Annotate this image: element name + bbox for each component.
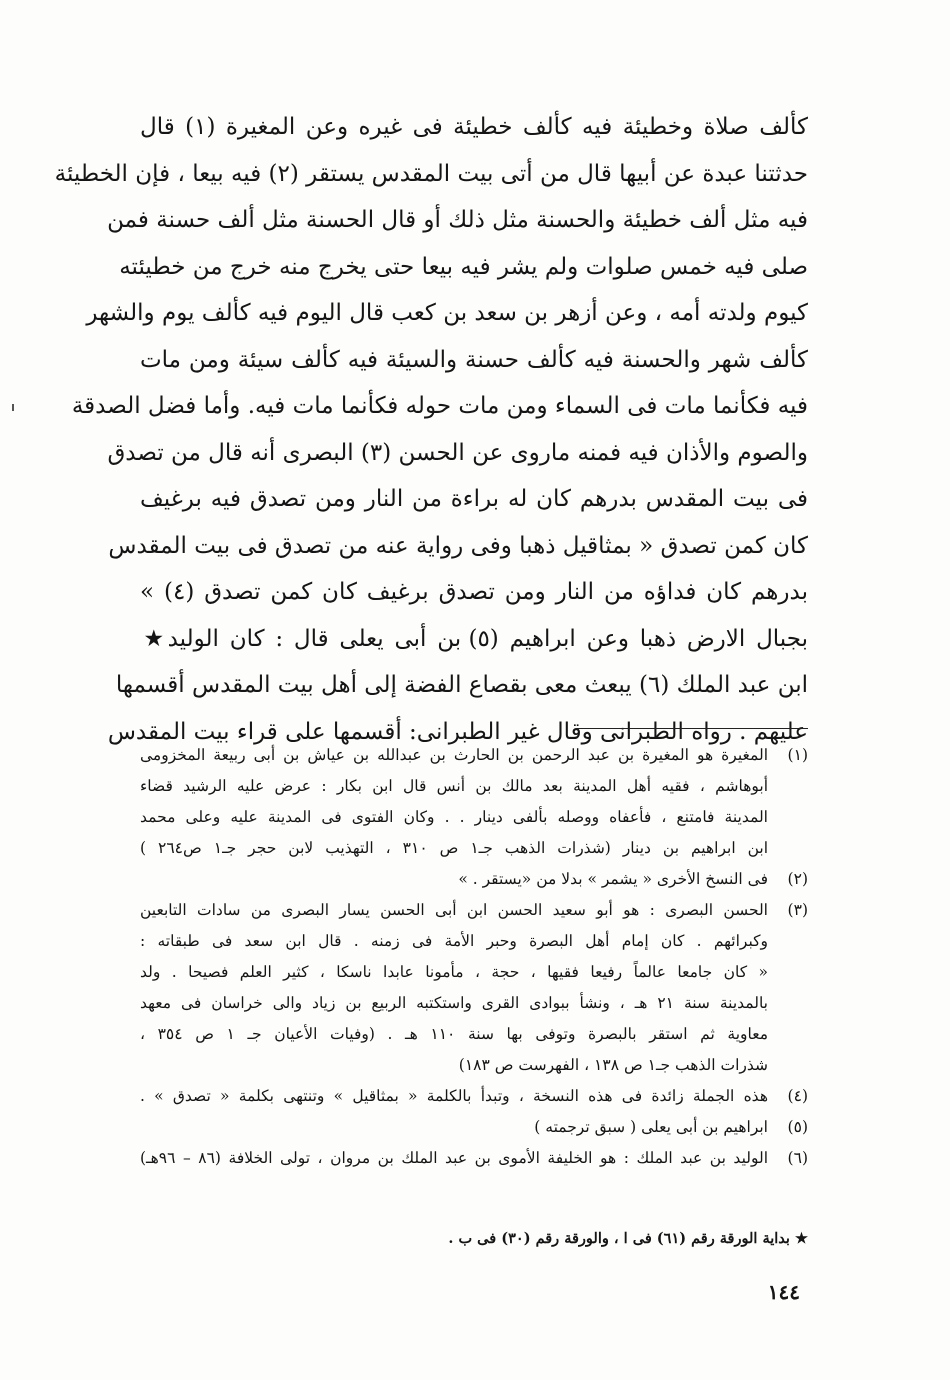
footnote-separator — [576, 728, 808, 729]
footnote-number: (٦) — [787, 1149, 808, 1167]
footnote-number: (١) — [787, 746, 808, 764]
page-number: ١٤٤ — [767, 1280, 800, 1304]
footnote-6 — [140, 1143, 808, 1174]
text-line: بدرهم كان فداؤه من النار ومن تصدق برغيف كان كمن تصدق (٤) » — [140, 579, 809, 605]
footnote-line: « كان جامعا عالماً رفيعا فقيها ، حجة ، مأمونا عابدا ناسكا ، كثير العلم فصيحا . ولد — [140, 963, 768, 981]
text-line: عليهم . رواه الطبرانى وقال غير الطبرانى: أقسمها على قراء بيت المقدس — [107, 718, 808, 745]
text-line: فيه مثل ألف خطيئة والحسنة مثل ذلك أو قال الحسنة مثل ألف حسنة فمن — [107, 207, 808, 233]
main-text-body — [54, 104, 809, 755]
footnote-number: (٤) — [787, 1087, 808, 1105]
text-line: فيه فكأنما مات فى السماء ومن مات حوله فكأنما مات فيه. وأما فضل الصدقة — [71, 393, 808, 419]
scan-edge-mark — [12, 404, 14, 411]
text-line: فى بيت المقدس بدرهم كان له براءة من النار ومن تصدق فيه برغيف — [140, 486, 808, 512]
footnote-2 — [140, 864, 808, 895]
footnote-5 — [140, 1112, 808, 1143]
footnote-4 — [140, 1081, 808, 1112]
footnote-line: ابراهيم بن أبى يعلى ( سبق ترجمته ) — [534, 1118, 768, 1136]
footnote-1 — [140, 740, 808, 864]
footnote-number: (٣) — [787, 901, 808, 919]
text-line: كألف شهر والحسنة فيه كألف حسنة والسيئة فيه كألف سيئة ومن مات — [140, 346, 808, 373]
text-line: كيوم ولدته أمه ، وعن أزهر بن سعد بن كعب قال اليوم فيه كألف يوم والشهر — [86, 300, 808, 326]
footnote-line: المغيرة هو المغيرة بن عبد الرحمن بن الحارث بن عبدالله بن عياش بن أبى ربيعة المخزومى — [140, 746, 768, 764]
text-line: كان كمن تصدق « بمثاقيل ذهبا وفى رواية عنه من تصدق فى بيت المقدس — [108, 532, 808, 559]
footnote-number: (٥) — [787, 1118, 808, 1136]
footnote-3 — [140, 895, 808, 1081]
footnote-line: معاوية ثم استقر بالبصرة وتوفى بها سنة ١١٠ هـ . (وفيات الأعيان جـ ١ ص ٣٥٤ ، — [140, 1025, 769, 1043]
footnote-line: ابن ابراهيم بن دينار (شذرات الذهب جـ١ ص ٣١٠ ، التهذيب لابن حجر جـ١ ص٢٦٤ ) — [140, 839, 769, 857]
footnote-line: الحسن البصرى : هو أبو سعيد الحسن ابن أبى الحسن يسار البصرى من سادات التابعين — [140, 901, 768, 919]
text-line: صلى فيه خمس صلوات ولم يشر فيه بيعا حتى يخرج منه خرج من خطيئته — [119, 253, 808, 280]
footnote-number: (٢) — [787, 870, 808, 888]
footnote-line: شذرات الذهب جـ١ ص ١٣٨ ، الفهرست ص ١٨٣) — [458, 1056, 768, 1074]
footnote-line: بالمدينة سنة ٢١ هـ ، ونشأ ببوادى القرى واستكتبه الربيع بن زياد والى خراسان فى معهد — [140, 994, 768, 1012]
footnote-line: الوليد بن عبد الملك : هو الخليفة الأموى بن عبد الملك بن مروان ، تولى الخلافة (٨٦ – ٩٦هـ) — [140, 1149, 769, 1167]
footnote-line: أبوهاشم ، فقيه أهل المدينة بعد مالك بن أنس قال ابن بكار : عرض عليه الرشيد قضاء — [140, 777, 768, 795]
text-line: بجبال الارض ذهبا وعن ابراهيم (٥) بن أبى يعلى قال : كان الوليد★ — [140, 625, 808, 652]
footnote-line: المدينة فامتنع ، فأعفاه ووصله بألفى دينار . . وكان الفتوى فى المدينة عليه وعلى محمد — [140, 808, 768, 826]
footnote-line: فى النسخ الأخرى « يشمر » بدلا من «يستقر . » — [458, 870, 768, 888]
footnote-line: هذه الجملة زائدة فى هذه النسخة ، وتبدأ بالكلمة « بمثاقيل » وتنتهى بكلمة « تصدق » . — [140, 1087, 768, 1105]
footnotes-section — [140, 740, 808, 1174]
text-line: ابن عبد الملك (٦) يبعث معى بقصاع الفضة إلى أهل بيت المقدس أقسمها — [115, 672, 808, 698]
text-line: كألف صلاة وخطيئة فيه كألف خطيئة فى غيره وعن المغيرة (١) قال — [140, 114, 808, 140]
folio-star-note: ★ بداية الورقة رقم (٦١) فى ا ، والورقة رقم (٣٠) فى ب . — [448, 1230, 808, 1247]
text-line: والصوم والأذان فيه فمنه ماروى عن الحسن (٣) البصرى أنه قال من تصدق — [107, 439, 808, 466]
text-line: حدثتنا عبدة عن أبيها قال من أتى بيت المقدس يستقر (٢) فيه بيعا ، فإن الخطيئة — [54, 160, 808, 187]
footnote-line: وكبرائهم . كان إمام أهل البصرة وحبر الأمة فى زمنه . قال ابن سعد فى طبقاته : — [140, 932, 768, 950]
